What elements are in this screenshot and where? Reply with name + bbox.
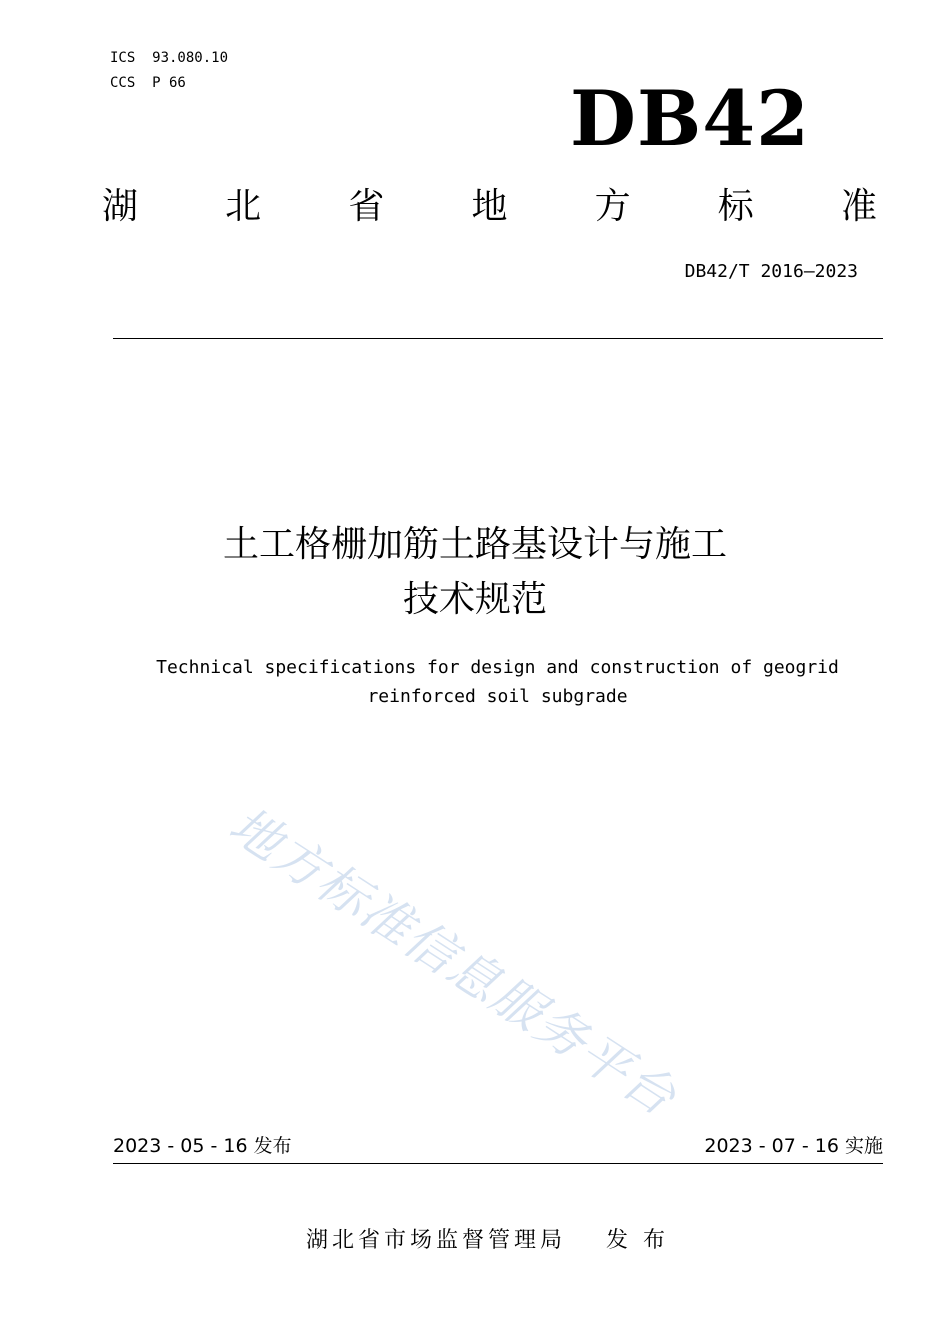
title-en-line1: Technical specifications for design and construction of geogrid [156, 657, 839, 678]
ccs-code: CCS P 66 [110, 75, 186, 91]
standard-type-char: 标 [717, 186, 754, 227]
watermark: 地方标准信息服务平台 [219, 795, 687, 1128]
implement-date: 2023 - 07 - 16 实施 [704, 1135, 883, 1157]
standard-type-char: 北 [225, 186, 262, 227]
standard-type-char: 省 [348, 186, 385, 227]
ics-code: ICS 93.080.10 [110, 50, 229, 66]
standard-type-char: 准 [840, 186, 877, 227]
publish-date: 2023 - 05 - 16 发布 [113, 1135, 292, 1157]
db-mark: DB42 [570, 74, 810, 163]
publisher-action: 发 布 [606, 1228, 669, 1253]
publisher-org: 湖北省市场监督管理局 [305, 1228, 566, 1253]
standard-number: DB42/T 2016—2023 [684, 261, 858, 282]
standard-type-char: 方 [594, 186, 631, 227]
title-cn-line1: 土工格栅加筋土路基设计与施工 [222, 524, 727, 565]
top-divider [113, 338, 883, 339]
classification-codes [110, 46, 228, 96]
standard-type-char: 地 [471, 186, 508, 227]
standard-type-char: 湖 [102, 186, 139, 227]
bottom-divider [113, 1163, 883, 1164]
publisher [0, 1225, 950, 1257]
title-en-line2: reinforced soil subgrade [367, 686, 628, 707]
title-cn-line2: 技术规范 [402, 579, 547, 620]
standard-type [102, 182, 877, 232]
